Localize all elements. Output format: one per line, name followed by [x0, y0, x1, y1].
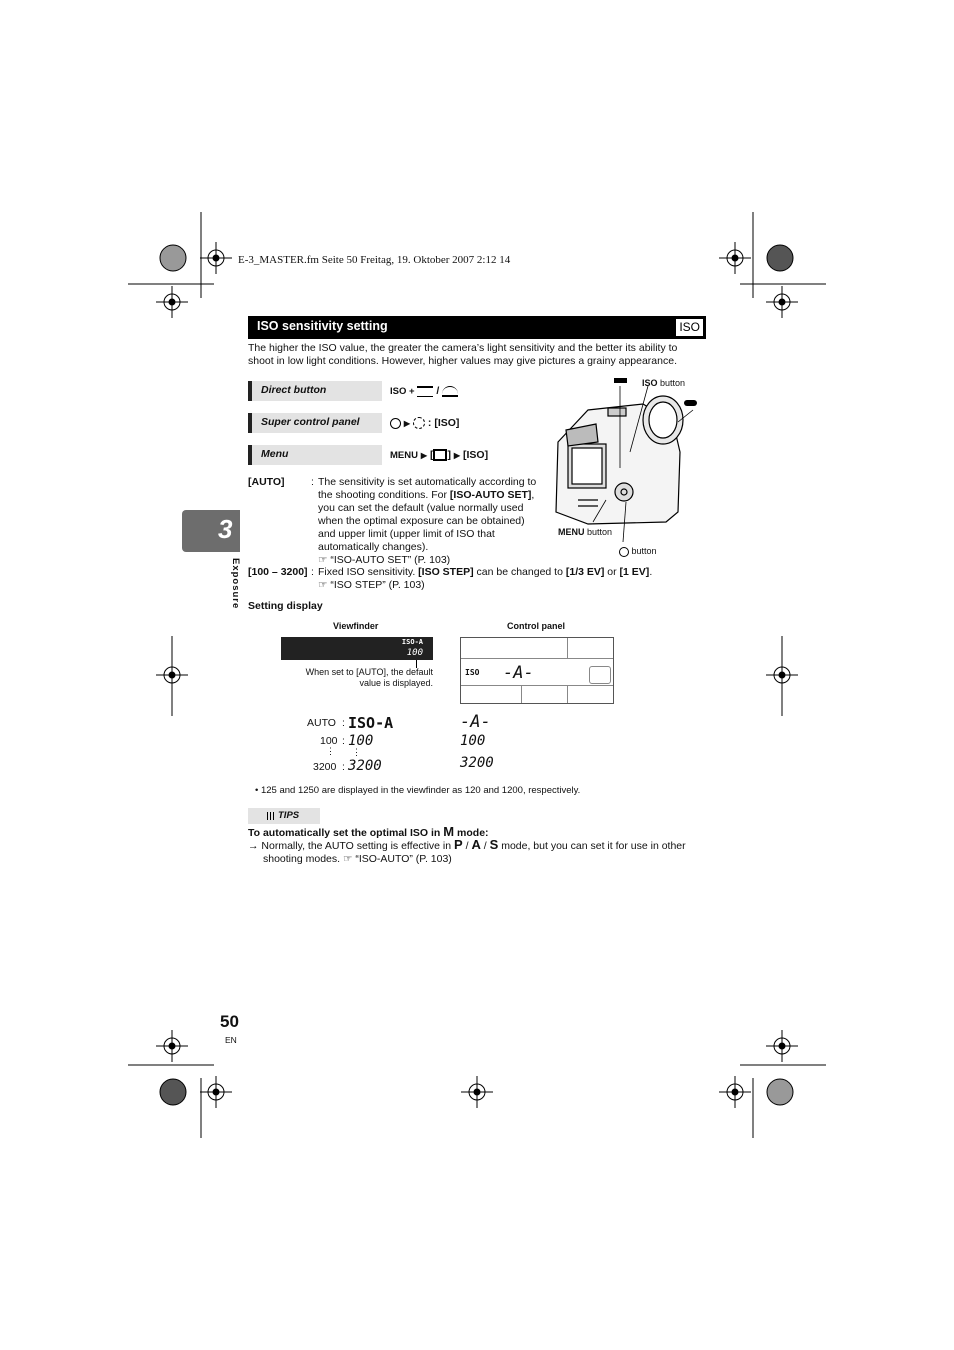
heading-text: mode:	[457, 827, 489, 839]
bracket-open: [	[429, 449, 434, 461]
op-super-value	[390, 417, 459, 429]
vf-iso-indicator: ISO-A	[401, 638, 423, 646]
row-3200-vf: 3200	[348, 758, 382, 774]
mode-m: M	[443, 824, 455, 839]
tips-line	[248, 838, 704, 853]
language-code: EN	[225, 1035, 237, 1045]
colon: :	[342, 735, 345, 747]
ok-icon	[390, 418, 401, 429]
cp-iso-label: ISO	[465, 668, 480, 677]
tips-text: mode, but you can set it for use in other	[501, 840, 686, 852]
desc-bold: [1/3 EV]	[565, 566, 605, 578]
control-panel-label: Control panel	[507, 621, 565, 631]
ref-text: “ISO STEP” (P. 103)	[330, 579, 425, 591]
op-direct-button	[248, 381, 382, 401]
exposure-comp-icon	[614, 378, 627, 383]
desc-text: can be changed to	[473, 566, 566, 578]
iso-key: ISO +	[390, 386, 415, 397]
heading-text: To automatically set the optimal ISO in	[248, 827, 441, 839]
caption-line: When set to [AUTO], the default	[305, 667, 433, 677]
section-title-bar	[248, 316, 706, 339]
menu-button-callout	[558, 526, 612, 539]
desc-text: Fixed ISO sensitivity.	[318, 566, 419, 578]
desc-line: the shooting conditions. For [ISO-AUTO SET],	[318, 489, 535, 501]
colon: :	[342, 761, 345, 773]
camera-menu-icon	[433, 449, 447, 461]
row-ellipsis: ⋮	[352, 747, 361, 757]
button-word: button	[631, 546, 657, 556]
reference-icon: ☞	[318, 554, 328, 566]
arrow-right-icon: ▶	[420, 451, 428, 460]
row-100-label: 100	[320, 735, 338, 747]
iso-item: : [ISO]	[427, 417, 460, 429]
slash: /	[483, 840, 487, 852]
row-3200-cp: 3200	[460, 755, 494, 771]
row-3200-label: 3200	[313, 761, 337, 773]
wb-icon	[684, 400, 697, 406]
cp-divider	[567, 685, 568, 703]
setting-key-range: [100 – 3200]	[248, 566, 308, 578]
row-ellipsis: ⋮	[326, 746, 335, 756]
desc-ref	[318, 579, 708, 592]
tips-line	[248, 853, 704, 866]
reference-icon: ☞	[342, 853, 353, 865]
colon: :	[311, 476, 314, 488]
colon: :	[342, 717, 345, 729]
setting-desc-range	[318, 566, 708, 592]
button-word: button	[660, 378, 686, 388]
ref-text: “ISO-AUTO” (P. 103)	[355, 853, 452, 865]
desc-line: and upper limit (upper limit of ISO that	[318, 528, 495, 540]
iso-key: ISO	[642, 378, 658, 388]
row-100-cp: 100	[460, 733, 486, 749]
setting-key-auto: [AUTO]	[248, 476, 285, 488]
caption-line: value is displayed.	[359, 678, 433, 688]
op-label: Direct button	[261, 384, 327, 396]
tips-body	[248, 838, 704, 866]
mode-a: A	[471, 837, 481, 852]
ok-button-callout	[619, 545, 657, 558]
op-menu-value	[390, 449, 488, 461]
page-number: 50	[220, 1012, 239, 1031]
row-auto-cp: -A-	[460, 712, 491, 732]
arrow-right-icon: ▶	[453, 451, 461, 460]
mode-p: P	[454, 837, 463, 852]
iso-badge: ISO	[675, 318, 704, 337]
viewfinder-display	[281, 637, 433, 660]
mode-s: S	[489, 837, 499, 852]
op-menu	[248, 445, 382, 465]
cp-divider	[521, 685, 522, 703]
cp-box	[589, 666, 611, 684]
viewfinder-label: Viewfinder	[333, 621, 379, 631]
intro-paragraph: The higher the ISO value, the greater the camera’s light sensitivity and the better its ability to shoot in low light conditions. However, higher values may give pictures a grainy appearance.	[248, 342, 678, 367]
desc-text: .	[649, 566, 653, 578]
op-label: Menu	[261, 448, 289, 460]
desc-line: automatically changes).	[318, 541, 429, 553]
slash: /	[465, 840, 469, 852]
cp-divider	[461, 658, 613, 659]
setting-display-title: Setting display	[248, 600, 323, 612]
cp-divider	[461, 685, 613, 686]
tips-text: Normally, the AUTO setting is effective in	[261, 840, 452, 852]
desc-line: The sensitivity is set automatically according to	[318, 476, 537, 488]
wb-icon	[442, 386, 458, 397]
op-label: Super control panel	[261, 416, 360, 428]
cp-divider	[567, 638, 568, 658]
iso-item: [ISO]	[462, 449, 489, 461]
desc-text: the shooting conditions. For	[318, 489, 450, 501]
tips-label: TIPS	[278, 810, 300, 821]
row-auto-label: AUTO	[307, 717, 336, 729]
desc-line	[318, 566, 708, 579]
arrow-icon: →	[248, 840, 259, 852]
bracket-close: ]	[447, 449, 451, 461]
ref-text: “ISO-AUTO SET” (P. 103)	[330, 554, 451, 566]
arrow-right-icon: ▶	[403, 419, 411, 428]
tips-text: shooting modes.	[263, 853, 341, 865]
op-direct-value	[390, 385, 458, 397]
viewfinder-note: • 125 and 1250 are displayed in the viewfinder as 120 and 1200, respectively.	[255, 785, 581, 796]
desc-bold: [1 EV]	[619, 566, 650, 578]
control-panel-display	[460, 637, 614, 704]
exposure-comp-icon	[417, 386, 433, 397]
desc-text: or	[604, 566, 620, 578]
vf-iso-value: 100	[406, 648, 423, 658]
chapter-number: 3	[218, 514, 233, 544]
section-title: ISO sensitivity setting	[257, 319, 388, 333]
desc-line: you can set the default (value normally used	[318, 502, 524, 514]
dial-icon	[413, 417, 425, 429]
iso-button-callout	[642, 377, 685, 390]
desc-bold: [ISO-AUTO SET]	[449, 489, 532, 501]
cp-iso-value: -A-	[503, 663, 534, 683]
colon: :	[311, 566, 314, 578]
chapter-name: Exposure	[230, 558, 241, 610]
chapter-tab	[182, 510, 240, 552]
tips-icon	[267, 812, 276, 820]
desc-line: when the optimal exposure can be obtained)	[318, 515, 525, 527]
menu-key: MENU	[558, 527, 585, 537]
row-auto-vf: ISO-A	[348, 714, 394, 732]
desc-bold: [ISO STEP]	[418, 566, 474, 578]
reference-icon: ☞	[318, 579, 328, 591]
row-100-vf: 100	[348, 733, 374, 749]
file-header: E-3_MASTER.fm Seite 50 Freitag, 19. Oktober 2007 2:12 14	[238, 254, 511, 266]
ok-icon	[619, 547, 629, 557]
button-word: button	[587, 527, 613, 537]
tips-box	[248, 808, 320, 824]
setting-desc-auto	[318, 476, 550, 567]
slash: /	[436, 385, 440, 397]
vf-caption	[283, 667, 433, 689]
menu-key: MENU	[390, 450, 418, 461]
op-super-control	[248, 413, 382, 433]
